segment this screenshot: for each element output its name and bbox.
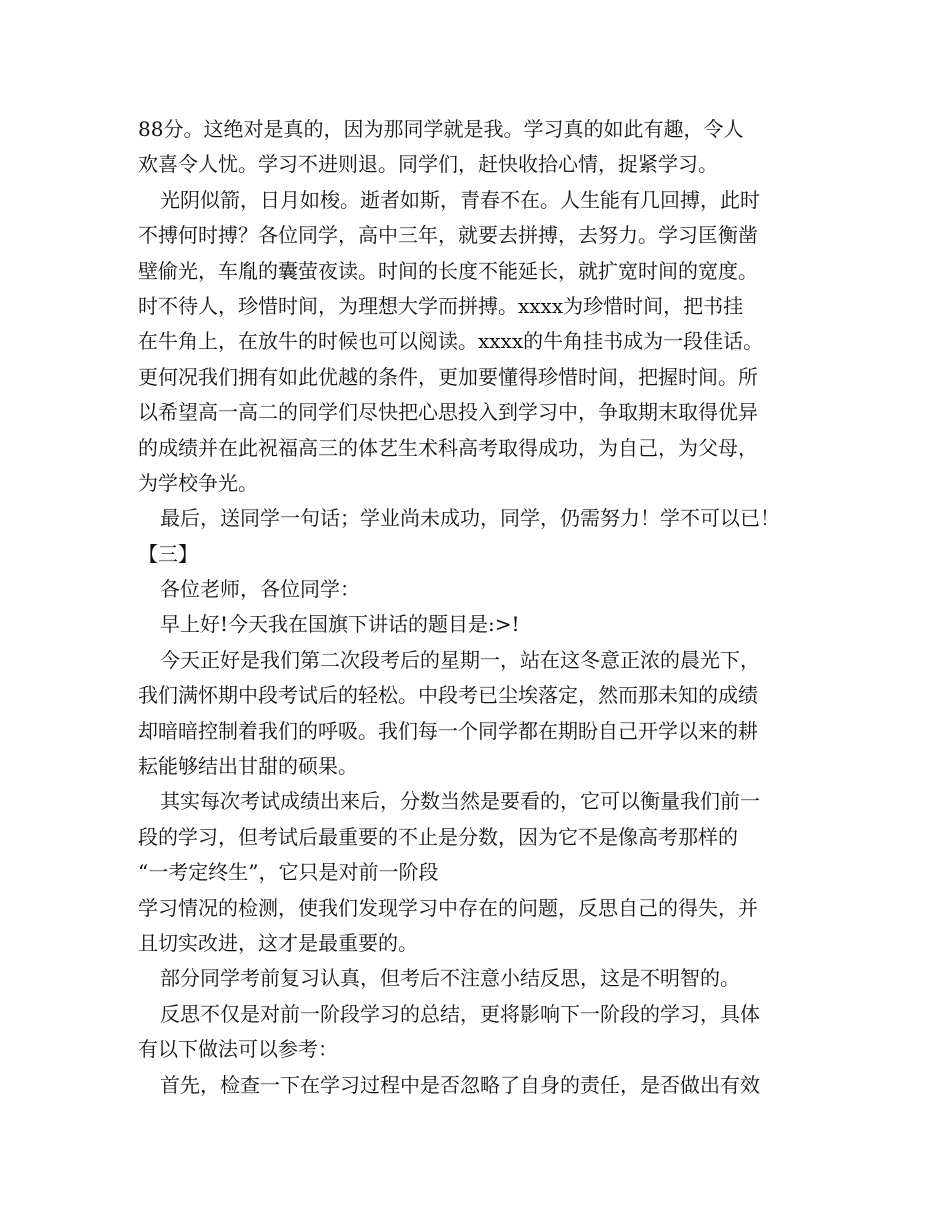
text-line: 耘能够结出甘甜的硕果。 [138,754,358,779]
text-line: 今天正好是我们第二次段考后的星期一，站在这冬意正浓的晨光下， [160,647,760,672]
text-line: 最后，送同学一句话；学业尚未成功，同学，仍需努力！学不可以已！ [160,506,780,531]
text-line: 学习情况的检测，使我们发现学习中存在的问题，反思自己的得失，并 [138,895,758,920]
text-line: 为学校争光。 [138,470,258,495]
text-line: 的成绩并在此祝福高三的体艺生术科高考取得成功，为自己，为父母， [138,435,758,460]
text-line: 各位老师，各位同学： [160,577,360,602]
text-line: 在牛角上，在放牛的时候也可以阅读。xxxx的牛角挂书成为一段佳话。 [138,329,764,354]
text-line: 却暗暗控制着我们的呼吸。我们每一个同学都在期盼自己开学以来的耕 [138,718,758,743]
text-line: 光阴似箭，日月如梭。逝者如斯，青春不在。人生能有几回搏，此时 [160,187,760,212]
text-line: 其实每次考试成绩出来后，分数当然是要看的，它可以衡量我们前一 [160,789,760,814]
text-line: 我们满怀期中段考试后的轻松。中段考已尘埃落定，然而那未知的成绩 [138,683,758,708]
text-line: 时不待人，珍惜时间，为理想大学而拼搏。xxxx为珍惜时间，把书挂 [138,293,744,318]
text-line: 段的学习，但考试后最重要的不止是分数，因为它不是像高考那样的 [138,824,738,849]
text-line: 壁偷光，车胤的囊萤夜读。时间的长度不能延长，就扩宽时间的宽度。 [138,258,758,283]
text-line: “一考定终生”，它只是对前一阶段 [138,860,439,885]
text-line: 以希望高一高二的同学们尽快把心思投入到学习中，争取期末取得优异 [138,400,758,425]
text-line: 部分同学考前复习认真，但考后不注意小结反思，这是不明智的。 [160,966,740,991]
text-line: 早上好!今天我在国旗下讲话的题目是:>! [160,612,520,637]
text-line: 反思不仅是对前一阶段学习的总结，更将影响下一阶段的学习，具体 [160,1001,760,1026]
text-line: 不搏何时搏？各位同学，高中三年，就要去拼搏，去努力。学习匡衡凿 [138,223,758,248]
text-line: 欢喜令人忧。学习不进则退。同学们，赶快收拾心情，捉紧学习。 [138,152,718,177]
text-line: 88分。这绝对是真的，因为那同学就是我。学习真的如此有趣，令人 [138,117,744,141]
text-line: 首先，检查一下在学习过程中是否忽略了自身的责任，是否做出有效 [160,1072,760,1097]
text-line: 且切实改进，这才是最重要的。 [138,930,418,955]
body-text [138,112,828,1103]
text-line: 有以下做法可以参考： [138,1037,338,1062]
text-line: 【三】 [138,541,198,566]
text-line: 更何况我们拥有如此优越的条件，更加要懂得珍惜时间，把握时间。所 [138,364,758,389]
